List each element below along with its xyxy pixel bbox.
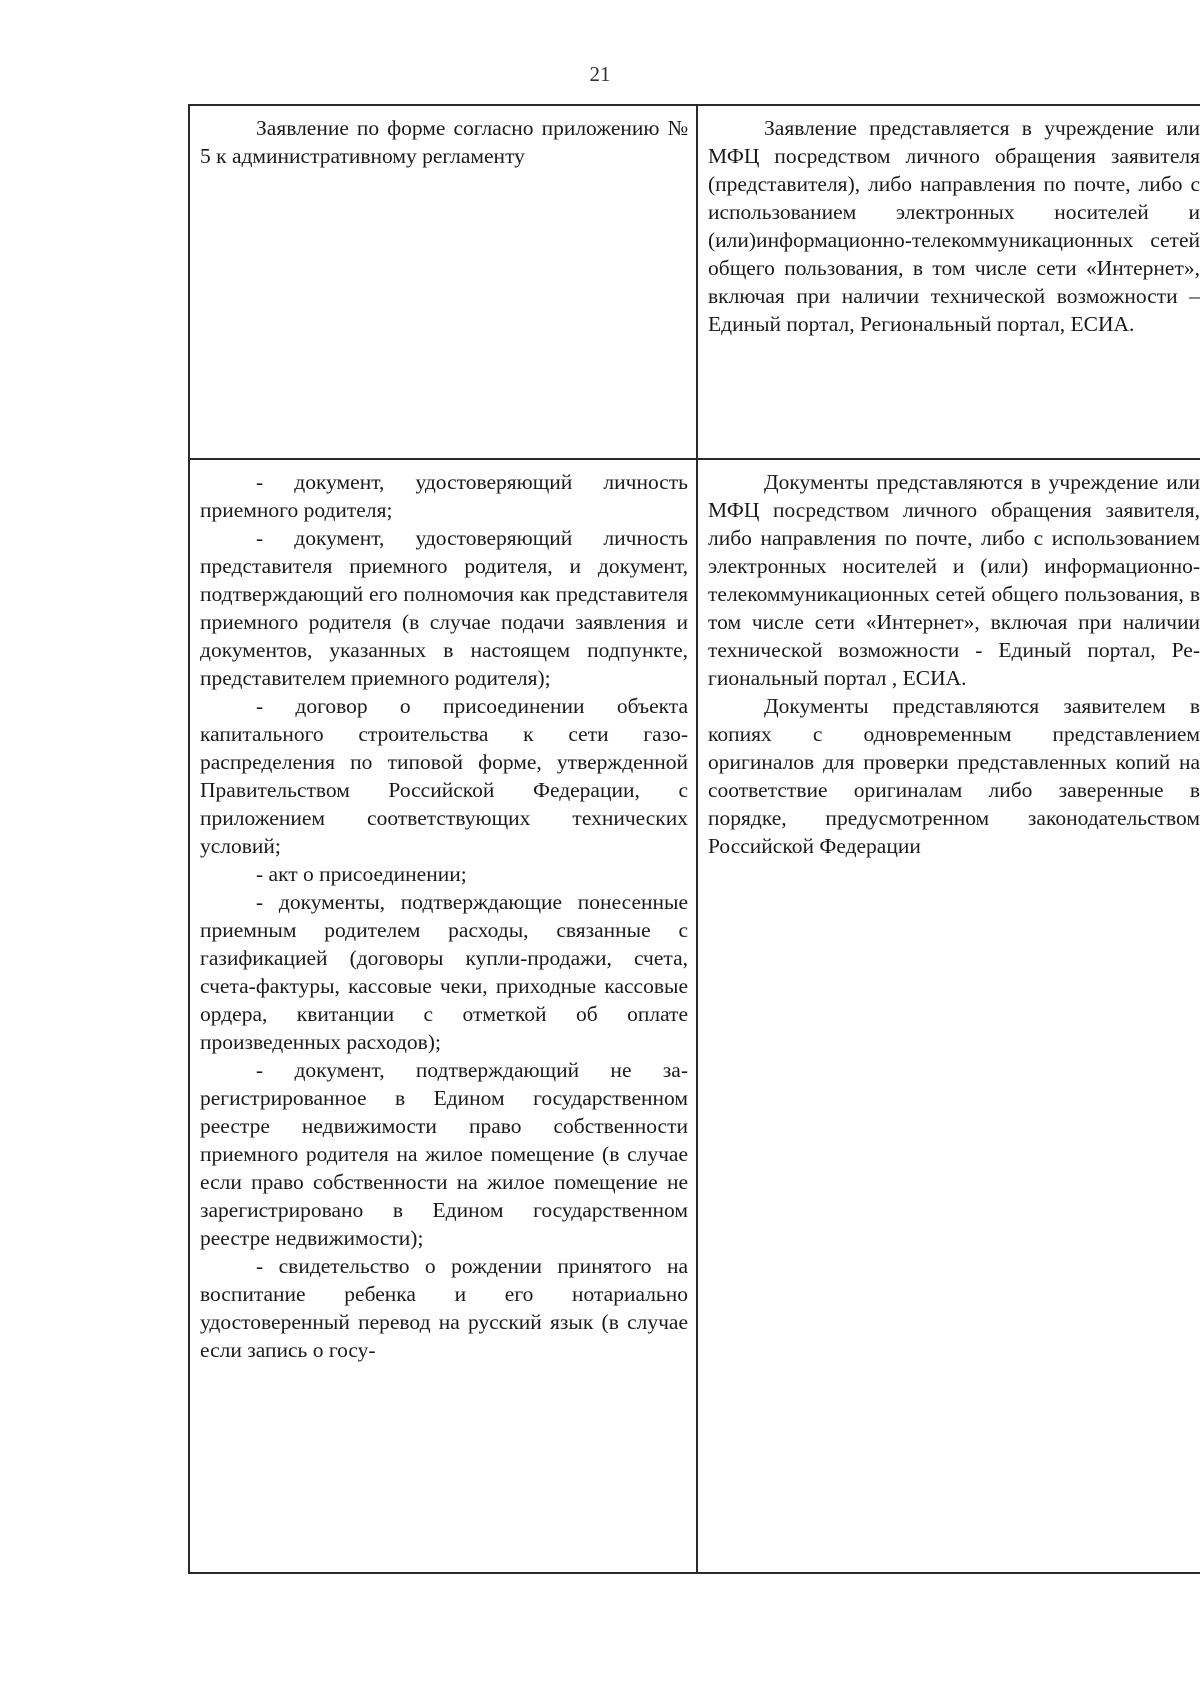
cell-paragraph: Заявление представляется в учреждение или МФЦ посредством личного обращения заявителя (представителя), либо направления по почте, либо с использованием электронных носителей и (или)информационно-телекоммуникационных сетей общего пользования, в том числе сети «Интернет», включая при наличии технической возможности – Единый портал, Региональный портал, ЕСИА. — [708, 116, 1200, 336]
list-item: - документы, подтверждающие понесенные приемным родителем расходы, связанные с газификацией (договоры купли-продажи, счета, счета-фактуры, кассовые чеки, приходные кассовые ордера, квитанции с отметкой об оплате произведенных расходов); — [200, 890, 688, 1054]
cell-paragraph: Документы представляются заявителем в копиях с одновременным представлением оригиналов для проверки представленных копий на соответствие оригиналам либо заверенные в порядке, предусмотренном законодательством Российской Федерации — [708, 694, 1200, 858]
submission-method-cell — [697, 105, 1200, 459]
list-item: - документ, удостоверяющий личность приемного родителя; — [200, 470, 688, 522]
cell-paragraph: Документы представляются в учреждение или МФЦ посредством личного обращения заявителя, либо направления по почте, либо с использованием электронных носителей и (или) информационно-телекоммуникационных сетей общего пользования, в том числе сети «Интернет», включая при наличии технической возможности - Единый портал, Региональный портал , ЕСИА. — [708, 470, 1200, 690]
page-number: 21 — [589, 62, 611, 86]
document-list-cell — [189, 459, 697, 1573]
cell-paragraph: Заявление по форме согласно приложению № 5 к административному регламенту — [200, 116, 688, 168]
submission-method-cell — [697, 459, 1200, 1573]
document-name-cell — [189, 105, 697, 459]
list-item: - документ, подтверждающий не зарегистрированное в Едином государственном реестре недвижимости право собственности приемного родителя на жилое помещение (в случае если право собственности на жилое помещение не зарегистрировано в Едином государственном реестре недвижимости); — [200, 1058, 688, 1250]
list-item: - договор о присоединении объекта капитального строительства к сети газораспределения по типовой форме, утвержденной Правительством Российской Федерации, с приложением соответствующих технических условий; — [200, 694, 688, 858]
list-item: - документ, удостоверяющий личность представителя приемного родителя, и документ, подтверждающий его полномочия как представителя приемного родителя (в случае подачи заявления и документов, указанных в настоящем подпункте, представителем приемного родителя); — [200, 526, 688, 690]
list-item: - акт о присоединении; — [256, 862, 467, 886]
requirements-table — [188, 104, 1200, 1574]
table-row — [189, 105, 1200, 459]
list-item: - свидетельство о рождении принятого на воспитание ребенка и его нотариально удостоверенный перевод на русский язык (в случае если запись о госу- — [200, 1254, 688, 1362]
table-row — [189, 459, 1200, 1573]
